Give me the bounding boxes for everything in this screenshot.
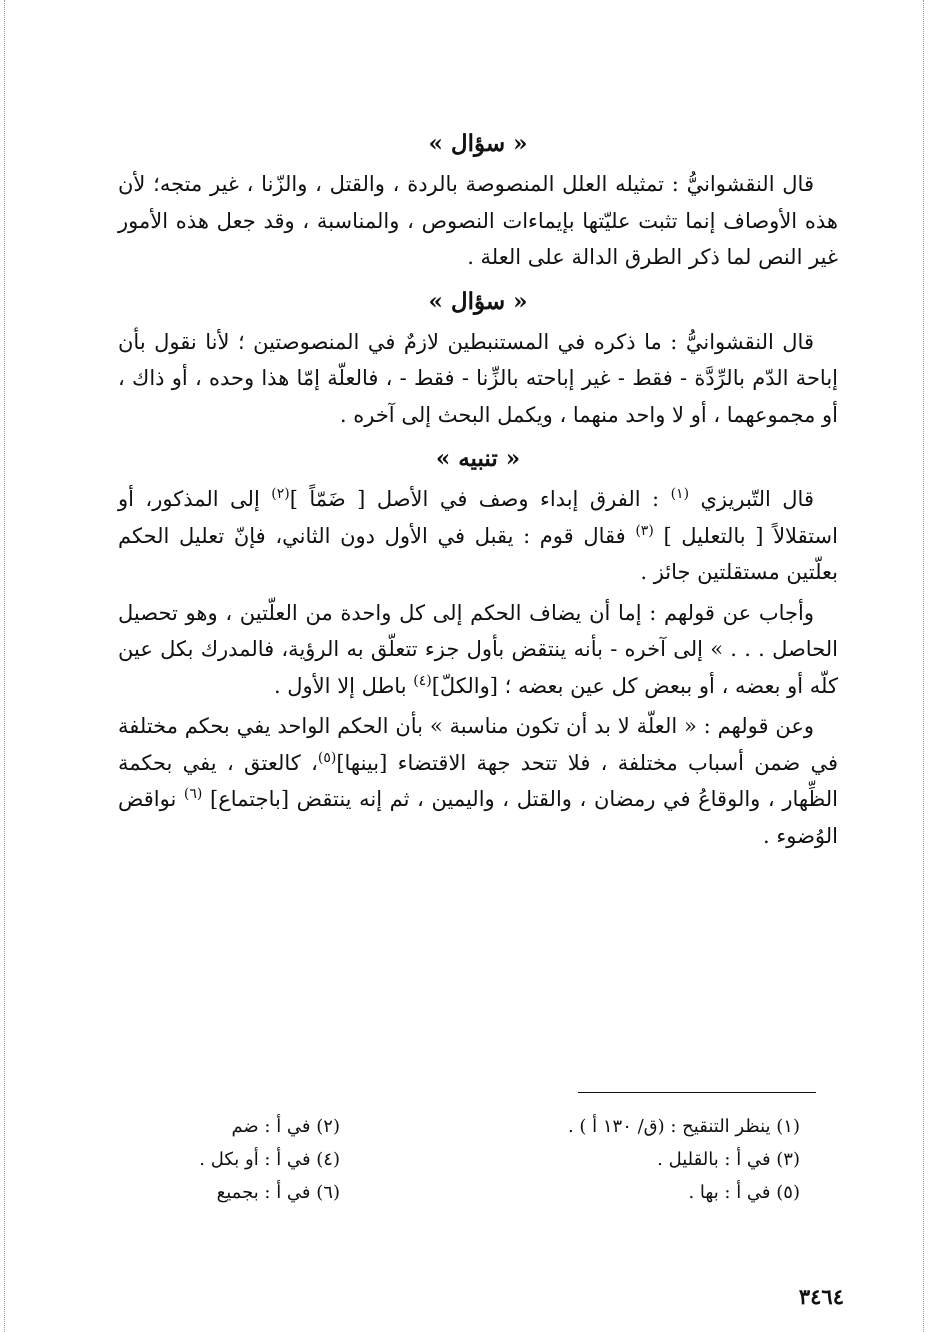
paragraph xyxy=(118,481,838,591)
paragraph-text: فقال قوم : يقبل في الأول دون الثاني، فإنّ تعليل الحكم بعلّتين مستقلتين جائز . xyxy=(118,523,838,584)
footnote-ref: (١) xyxy=(670,486,690,502)
section-heading: « تنبيه » xyxy=(435,445,521,472)
page-edge-right xyxy=(923,0,925,1332)
paragraph-text: قال التّبريزي xyxy=(700,487,814,511)
page-number: ٣٤٦٤ xyxy=(798,1284,844,1309)
footnote: (٣) في أ : بالقليل . xyxy=(657,1149,800,1170)
paragraph-text: باطل إلا الأول . xyxy=(273,673,414,698)
paragraph xyxy=(118,595,838,705)
footnote-separator xyxy=(578,1092,816,1093)
section-heading: « سؤال » xyxy=(428,130,528,157)
paragraph-text: إلى المذكور، أو استقلالاً [ بالتعليل ] xyxy=(118,487,838,548)
footnote-ref: (٢) xyxy=(271,486,290,502)
footnote: (١) ينظر التنقيح : (ق/ ١٣٠ أ ) . xyxy=(567,1116,800,1137)
paragraph: قال النقشوانيُّ : تمثيله العلل المنصوصة بالردة ، والقتل ، والزّنا ، غير متجه؛ لأن هذه الأوصاف إنما تثبت عليّتها بإيماءات النصوص ، والمناسبة ، وقد جعل هذه الأمور غير النص لما ذكر الطرق الدالة على العلة . xyxy=(118,172,838,269)
paragraph-text: : الفرق إبداء وصف في الأصل [ ضَمّاً ] xyxy=(289,487,671,511)
paragraph-text: وأجاب عن قولهم : إما أن يضاف الحكم إلى كل واحدة من العلّتين ، وهو تحصيل الحاصل . . . » إلى آخره - بأنه ينتقض بأول جزء تتعلّق به الرؤية، فالمدرك بكل عين كلّه أو بعضه ، أو ببعض كل عين بعضه ؛ [والكلّ] xyxy=(118,600,838,698)
footnote-ref: (٥) xyxy=(317,749,337,766)
footnote-ref: (٤) xyxy=(413,672,432,689)
footnote: (٤) في أ : أو بكل . xyxy=(199,1149,340,1170)
page-edge-left xyxy=(4,0,6,1332)
footnotes-left-column xyxy=(140,1110,340,1209)
paragraph-text: ، كالعتق ، يفي بحكمة الظِّهار ، والوقاعُ في رمضان ، والقتل ، واليمين ، ثم إنه ينتقض [باجتماع] xyxy=(118,750,839,811)
footnote: (٦) في أ : بجميع xyxy=(216,1182,340,1203)
footnote: (٥) في أ : بها . xyxy=(688,1182,800,1203)
section-heading: « سؤال » xyxy=(428,287,528,315)
footnotes-right-column xyxy=(480,1110,800,1209)
paragraph: قال النقشوانيُّ : ما ذكره في المستنبطين لازمٌ في المنصوصتين ؛ لأنا نقول بأن إباحة الدّم بالرِّدَّة - فقط - غير إباحته بالزِّنا - فقط - ، فالعلّة إمّا هذا وحده ، أو ذاك ، أو مجموعهما ، أو لا واحد منهما ، ويكمل البحث إلى آخره . xyxy=(118,329,838,427)
paragraph-text: نواقض الوُضوء . xyxy=(118,787,838,848)
paragraph xyxy=(118,708,838,854)
paragraph-text: وعن قولهم : « العلّة لا بد أن تكون مناسبة » بأن الحكم الواحد يفي بحكم مختلفة في ضمن أسباب مختلفة ، فلا تتحد جهة الاقتضاء [بينها] xyxy=(118,714,839,775)
footnote-ref: (٣) xyxy=(635,522,654,539)
footnote-ref: (٦) xyxy=(183,786,203,802)
footnote: (٢) في أ : ضم xyxy=(231,1116,340,1137)
page-body xyxy=(118,122,838,858)
